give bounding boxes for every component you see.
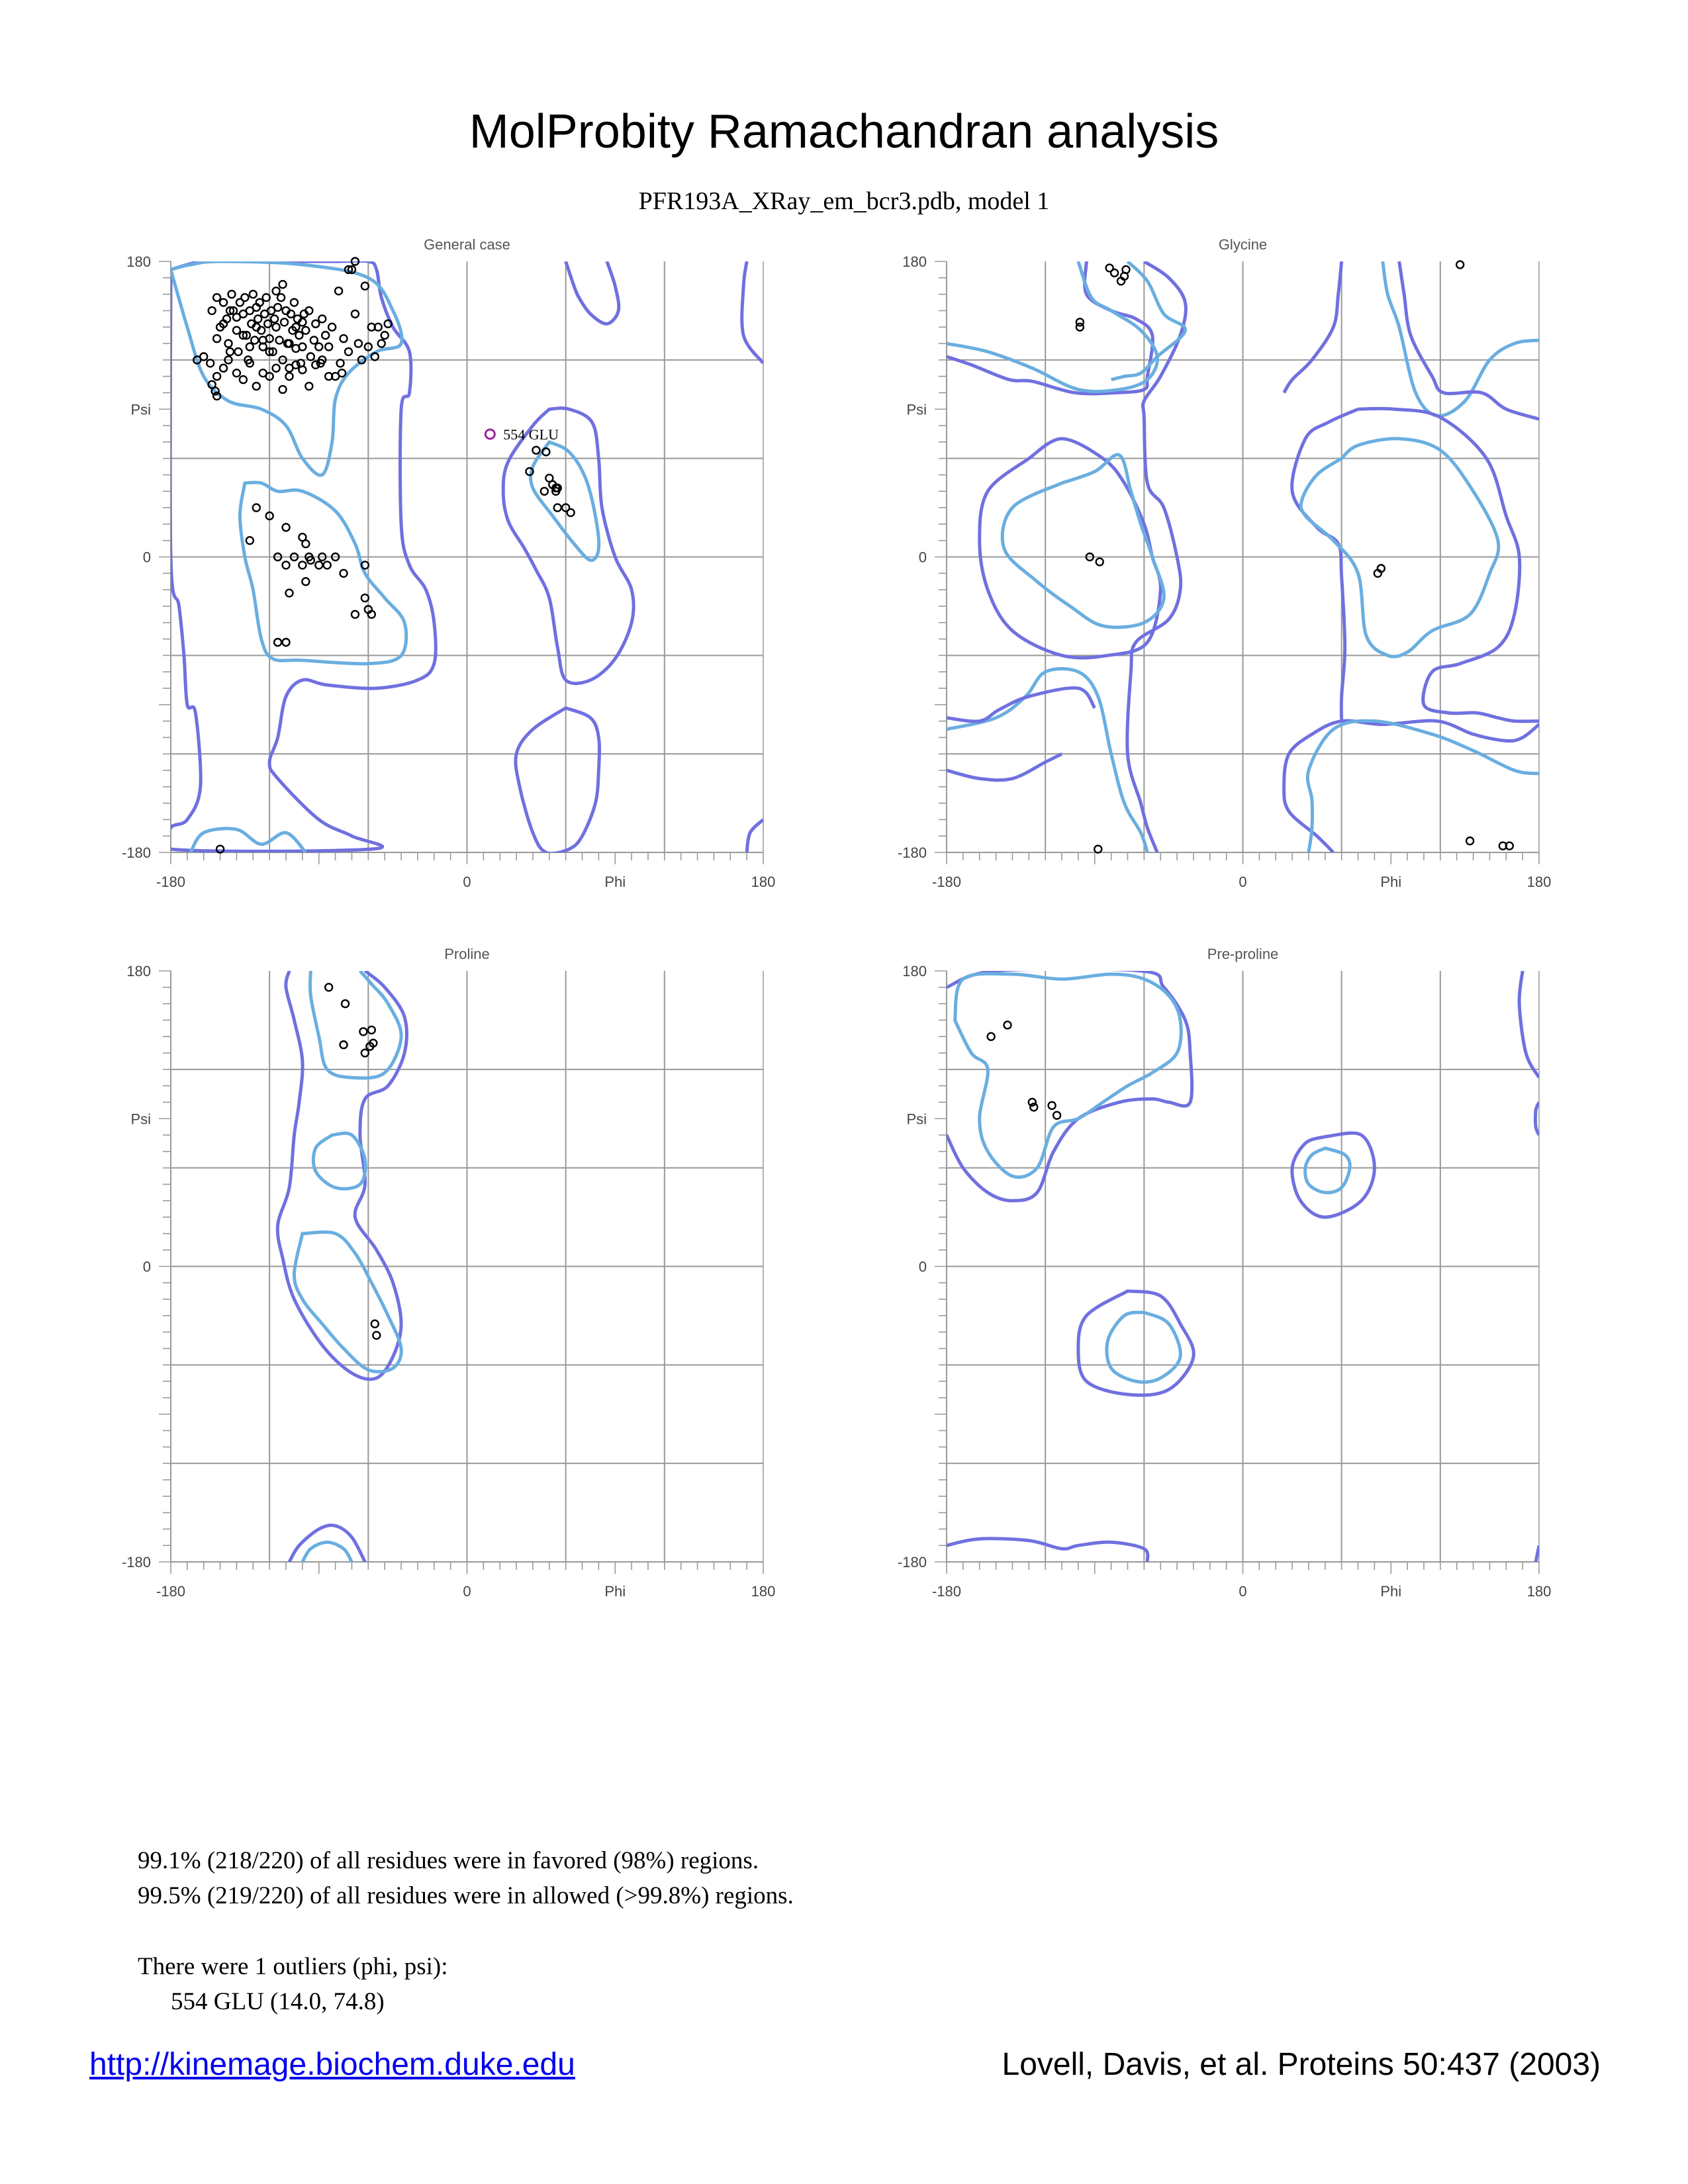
data-point [340, 570, 348, 577]
data-point [342, 1000, 349, 1007]
data-point [213, 373, 220, 380]
x-tick-label: 0 [463, 1583, 471, 1600]
data-point [233, 369, 240, 377]
data-point [279, 281, 287, 288]
data-point [335, 287, 342, 295]
favored-contour [303, 1542, 352, 1562]
data-point [271, 315, 278, 322]
favored-contour [955, 974, 1181, 1177]
allowed-contour [1292, 409, 1358, 721]
x-tick-label: 0 [463, 874, 471, 890]
allowed-contour [947, 969, 1192, 1201]
allowed-contour [947, 261, 1152, 394]
data-point [209, 307, 216, 314]
y-tick-label: Psi [906, 401, 927, 418]
y-tick-label: Psi [130, 1111, 151, 1128]
allowed-contour [742, 261, 763, 363]
data-point [273, 324, 280, 331]
data-point [325, 343, 332, 350]
data-point [281, 318, 288, 326]
data-point [263, 294, 270, 301]
x-tick-label: -180 [156, 1583, 186, 1600]
data-point [277, 294, 285, 301]
data-point [299, 561, 306, 569]
data-point [337, 359, 344, 367]
y-tick-label: Psi [906, 1111, 927, 1128]
data-point [988, 1033, 995, 1040]
data-point [240, 376, 247, 383]
x-tick-label: 180 [1526, 874, 1552, 890]
data-point [273, 365, 280, 372]
data-point [241, 294, 248, 301]
data-point [1076, 324, 1084, 331]
data-point [225, 340, 232, 347]
x-tick-label: Phi [1380, 1583, 1402, 1600]
data-point [291, 299, 298, 306]
data-point [253, 504, 260, 512]
data-point [251, 337, 258, 344]
data-point [213, 294, 220, 301]
data-point [246, 537, 254, 544]
outlier-item: 554 GLU (14.0, 74.8) [171, 1988, 385, 2015]
data-point [554, 504, 561, 512]
data-point [373, 1332, 380, 1339]
data-point [359, 1028, 367, 1035]
data-point [352, 611, 359, 618]
y-tick-label: Psi [130, 401, 151, 418]
data-point [340, 1041, 348, 1048]
allowed-contour [1078, 1291, 1194, 1395]
allowed-contour [747, 819, 763, 852]
data-point [352, 310, 359, 318]
data-point [302, 327, 309, 334]
data-point [322, 332, 329, 339]
y-tick-label: 0 [918, 1258, 927, 1275]
citation: Lovell, Davis, et al. Proteins 50:437 (2003) [1002, 2047, 1601, 2082]
data-point [274, 304, 281, 311]
allowed-contour [566, 261, 619, 324]
favored-contour [310, 971, 401, 1078]
y-tick-label: -180 [121, 1554, 151, 1570]
data-point [345, 348, 352, 355]
data-point [361, 594, 369, 602]
data-point [274, 639, 281, 646]
data-point [276, 337, 283, 344]
x-tick-label: -180 [156, 874, 186, 890]
favored-contour [313, 1133, 365, 1189]
favored-contour [240, 482, 406, 664]
allowed-contour [1519, 971, 1539, 1077]
favored-contour [1002, 455, 1164, 627]
allowed-contour [947, 1539, 1148, 1562]
plot-panel-1 [122, 236, 775, 890]
allowed-contour [516, 708, 600, 854]
data-point [220, 299, 227, 306]
plot-title: General case [424, 236, 510, 253]
x-tick-label: 180 [751, 1583, 776, 1600]
favored-contour [191, 829, 306, 852]
allowed-contour [947, 688, 1095, 721]
favored-contour [1305, 1148, 1350, 1193]
data-point [340, 335, 348, 342]
data-point [315, 561, 322, 569]
data-point [1096, 558, 1103, 565]
favored-contour [294, 1232, 401, 1372]
data-point [1094, 846, 1102, 853]
data-point [328, 324, 336, 331]
data-point [1004, 1021, 1011, 1028]
data-point [213, 335, 220, 342]
allowed-stat: 99.5% (219/220) of all residues were in allowed (>99.8%) regions. [138, 1882, 794, 1909]
allowed-contour [1284, 261, 1342, 392]
x-tick-label: 0 [1239, 874, 1247, 890]
outlier-point [485, 430, 494, 439]
data-point [368, 1026, 375, 1034]
data-point [355, 340, 362, 347]
data-point [1106, 264, 1113, 271]
data-point [226, 348, 234, 355]
y-tick-label: -180 [897, 844, 927, 861]
data-point [532, 447, 539, 454]
data-point [541, 488, 548, 495]
y-tick-label: 0 [142, 549, 151, 566]
data-point [307, 353, 314, 360]
y-tick-label: 0 [918, 549, 927, 566]
data-point [253, 383, 260, 390]
favored-stat: 99.1% (218/220) of all residues were in favored (98%) regions. [138, 1847, 759, 1874]
page-subtitle: PFR193A_XRay_em_bcr3.pdb, model 1 [638, 187, 1050, 215]
x-tick-label: -180 [931, 1583, 962, 1600]
kinemage-link[interactable]: http://kinemage.biochem.duke.edu [89, 2047, 575, 2082]
data-point [1053, 1112, 1060, 1119]
allowed-contour [1535, 1102, 1539, 1135]
plot-title: Proline [444, 946, 490, 962]
data-point [286, 590, 293, 597]
data-point [254, 315, 261, 322]
favored-contour [947, 261, 1157, 392]
data-point [378, 340, 385, 347]
plot-title: Glycine [1218, 236, 1268, 253]
data-point [283, 639, 290, 646]
data-point [200, 353, 207, 360]
data-point [312, 320, 319, 328]
outlier-label: 554 GLU [503, 426, 559, 443]
page-title: MolProbity Ramachandran analysis [469, 105, 1219, 158]
data-point [246, 343, 254, 350]
data-point [220, 365, 227, 372]
data-point [1456, 261, 1464, 268]
data-point [305, 383, 312, 390]
plot-title: Pre-proline [1207, 946, 1279, 962]
x-tick-label: -180 [931, 874, 962, 890]
data-point [250, 291, 257, 298]
data-point [310, 337, 318, 344]
allowed-contour [947, 754, 1062, 780]
outliers-header: There were 1 outliers (phi, psi): [138, 1953, 448, 1980]
favored-contour [531, 442, 599, 561]
x-tick-label: 0 [1239, 1583, 1247, 1600]
data-point [279, 386, 287, 393]
data-point [1466, 837, 1474, 844]
data-point [295, 332, 303, 339]
data-point [1049, 1102, 1056, 1109]
plot-panel-2 [898, 236, 1551, 890]
data-point [361, 1050, 369, 1057]
y-tick-label: 180 [902, 253, 927, 270]
data-point [233, 314, 240, 321]
x-tick-label: Phi [604, 874, 626, 890]
data-point [273, 287, 280, 295]
y-tick-label: 180 [902, 963, 927, 979]
data-point [318, 315, 326, 322]
plot-panel-4 [898, 946, 1551, 1600]
y-tick-label: -180 [897, 1554, 927, 1570]
favored-contour [1301, 439, 1499, 657]
data-point [361, 283, 369, 290]
x-tick-label: Phi [1380, 874, 1402, 890]
data-point [207, 359, 214, 367]
data-point [338, 369, 346, 377]
y-tick-label: 0 [142, 1258, 151, 1275]
y-tick-label: 180 [126, 963, 151, 979]
data-point [234, 348, 242, 355]
x-tick-label: Phi [604, 1583, 626, 1600]
data-point [315, 343, 322, 350]
x-tick-label: 180 [1526, 1583, 1552, 1600]
data-point [264, 320, 271, 328]
data-point [325, 983, 332, 991]
data-point [286, 373, 293, 380]
y-tick-label: 180 [126, 253, 151, 270]
y-tick-label: -180 [121, 844, 151, 861]
data-point [324, 561, 331, 569]
plot-panel-3 [122, 946, 775, 1600]
data-point [233, 327, 240, 334]
data-point [567, 509, 575, 516]
data-point [381, 332, 389, 339]
data-point [228, 291, 235, 298]
data-point [302, 578, 309, 585]
data-point [302, 540, 309, 547]
data-point [283, 561, 290, 569]
data-point [283, 523, 290, 531]
data-point [371, 1320, 379, 1328]
x-tick-label: 180 [751, 874, 776, 890]
